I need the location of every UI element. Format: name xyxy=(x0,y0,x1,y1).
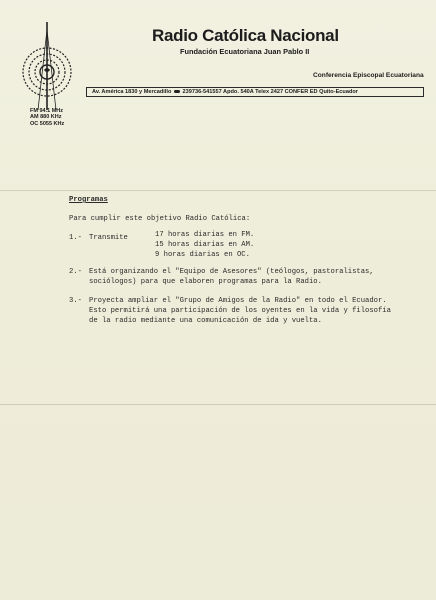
address-contact: 239736-541557 Apdo. 540A Telex 2427 CONFER ED Quito-Ecuador xyxy=(182,89,358,95)
foundation-subtitle: Fundación Ecuatoriana Juan Pablo II xyxy=(180,47,310,56)
frequency-fm: FM 94.1 MHz xyxy=(30,108,64,114)
item-3-line: Esto permitirá una participación de los oyentes en la vida y filosofía xyxy=(89,307,391,315)
radio-tower-logo-icon xyxy=(18,20,76,112)
item-1-line: 9 horas diarias en OC. xyxy=(155,251,250,259)
frequency-oc: OC 5055 KHz xyxy=(30,120,65,127)
frequency-am: AM 880 KHz xyxy=(30,114,62,121)
frequency-list xyxy=(30,108,64,127)
address-bar xyxy=(86,87,424,97)
item-1-number: 1.- xyxy=(69,234,82,242)
station-title: Radio Católica Nacional xyxy=(152,26,339,45)
item-1-line: 15 horas diarias en AM. xyxy=(155,241,255,249)
intro-text: Para cumplir este objetivo Radio Católica: xyxy=(69,215,251,223)
item-2-line: Está organizando el "Equipo de Asesores" (teólogos, pastoralistas, xyxy=(89,268,374,276)
address-street: Av. América 1830 y Mercadillo xyxy=(92,89,172,95)
item-3-line: Proyecta ampliar el "Grupo de Amigos de la Radio" en todo el Ecuador. xyxy=(89,297,387,305)
item-3-number: 3.- xyxy=(69,297,82,305)
item-2-line: sociólogos) para que elaboren programas para la Radio. xyxy=(89,278,322,286)
conference-name: Conferencia Episcopal Ecuatoriana xyxy=(313,72,424,79)
item-1-label: Transmite xyxy=(89,234,128,242)
fold-line-lower xyxy=(0,404,436,405)
item-1-line: 17 horas diarias en FM. xyxy=(155,231,255,239)
section-heading: Programas xyxy=(69,196,108,204)
phone-icon xyxy=(174,90,180,93)
item-3-line: de la radio mediante una comunicación de ida y vuelta. xyxy=(89,317,322,325)
fold-line-upper xyxy=(0,190,436,191)
item-2-number: 2.- xyxy=(69,268,82,276)
